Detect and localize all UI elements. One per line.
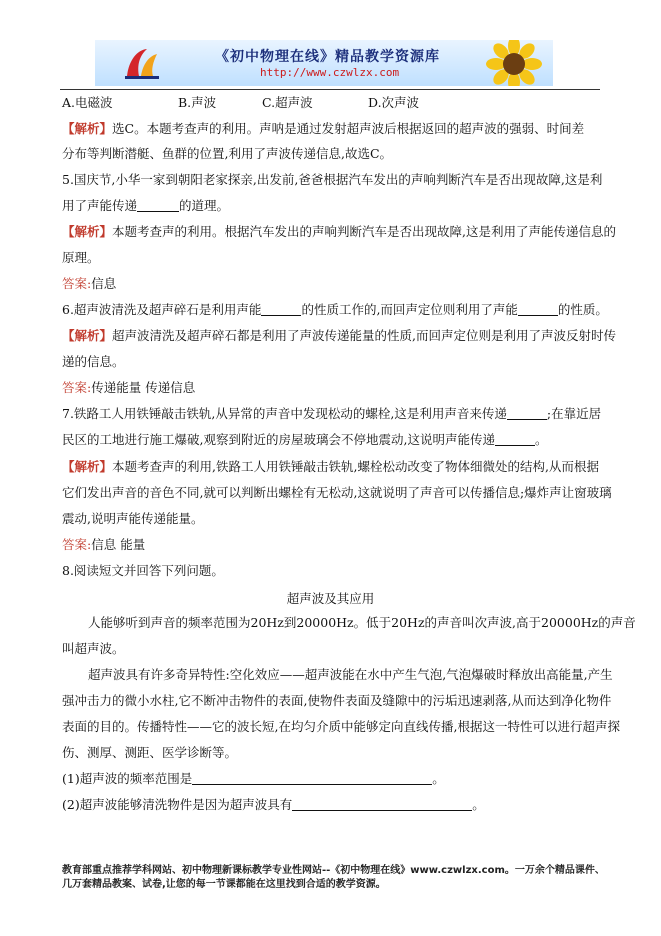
- q5-analysis-line2: 原理。: [62, 250, 100, 265]
- answer-label: 答案:: [62, 276, 92, 291]
- q4-analysis-line1: 【解析】选C。本题考查声的利用。声呐是通过发射超声波后根据返回的超声波的强弱、时间差: [62, 121, 585, 136]
- passage-p2-line1: 超声波具有许多奇异特性:空化效应——超声波能在水中产生气泡,气泡爆破时释放出高能量,产生: [88, 667, 613, 682]
- analysis-tag: 【解析】: [62, 328, 113, 343]
- passage-p2-line2: 强冲击力的微小水柱,它不断冲击物件的表面,使物件表面及缝隙中的污垢迅速剥落,从而达到净化物件: [62, 693, 612, 708]
- option-c: C.超声波: [262, 95, 313, 110]
- q6-answer: 答案:传递能量 传递信息: [62, 380, 196, 395]
- passage-title: 超声波及其应用: [286, 591, 375, 606]
- passage-p1-line1: 人能够听到声音的频率范围为20Hz到20000Hz。低于20Hz的声音叫次声波,高于20000Hz的声音: [88, 615, 636, 630]
- passage-p1-line2: 叫超声波。: [62, 641, 125, 656]
- analysis-tag: 【解析】: [62, 121, 113, 136]
- analysis-tag: 【解析】: [62, 459, 113, 474]
- site-logo-icon: [123, 46, 161, 80]
- banner-title: 《初中物理在线》精品教学资源库: [215, 49, 440, 65]
- option-a: A.电磁波: [62, 95, 113, 110]
- q5-answer-blank: [137, 199, 179, 212]
- answer-label: 答案:: [62, 380, 92, 395]
- q8-sub1: (1)超声波的频率范围是 。: [62, 771, 445, 786]
- passage-p2-line3: 表面的目的。传播特性——它的波长短,在均匀介质中能够定向直线传播,根据这一特性可以进行超声探: [62, 719, 620, 734]
- footer-line2: 几万套精品教案、试卷,让您的每一节课都能在这里找到合适的教学资源。: [62, 879, 386, 890]
- q6-analysis-line2: 递的信息。: [62, 354, 125, 369]
- q7-line1: 7.铁路工人用铁锤敲击铁轨,从异常的声音中发现松动的螺栓,这是利用声音来传递 ;在靠近居: [62, 406, 602, 421]
- q7-blank-1: [507, 407, 547, 420]
- q5-answer: 答案:信息: [62, 276, 117, 291]
- option-d: D.次声波: [368, 95, 420, 110]
- q7-answer: 答案:信息 能量: [62, 537, 146, 552]
- q8-intro: 8.阅读短文并回答下列问题。: [62, 563, 224, 578]
- option-b: B.声波: [178, 95, 217, 110]
- q7-analysis-line1: 【解析】本题考查声的利用,铁路工人用铁锤敲击铁轨,螺栓松动改变了物体细微处的结构,从而根据: [62, 459, 599, 474]
- q7-analysis-line3: 震动,说明声能传递能量。: [62, 511, 204, 526]
- answer-label: 答案:: [62, 537, 92, 552]
- sunflower-icon: [479, 40, 549, 86]
- q8-sub1-blank: [192, 772, 432, 785]
- analysis-tag: 【解析】: [62, 224, 113, 239]
- q5-line1: 5.国庆节,小华一家到朝阳老家探亲,出发前,爸爸根据汽车发出的声响判断汽车是否出现故障,这是利: [62, 172, 603, 187]
- passage-p2-line4: 伤、测厚、测距、医学诊断等。: [62, 745, 238, 760]
- header-divider: [60, 89, 600, 90]
- header-banner: [95, 40, 553, 86]
- q6-line1: 6.超声波清洗及超声碎石是利用声能 的性质工作的,而回声定位则利用了声能 的性质。: [62, 302, 608, 317]
- q5-line2: 用了声能传递 的道理。: [62, 198, 230, 213]
- q8-sub2: (2)超声波能够清洗物件是因为超声波具有 。: [62, 797, 485, 812]
- q5-analysis-line1: 【解析】本题考查声的利用。根据汽车发出的声响判断汽车是否出现故障,这是利用了声能传递信息的: [62, 224, 616, 239]
- q6-blank-1: [261, 303, 301, 316]
- q7-analysis-line2: 它们发出声音的音色不同,就可以判断出螺栓有无松动,这就说明了声音可以传播信息;爆炸声让窗玻璃: [62, 485, 612, 500]
- q6-blank-2: [518, 303, 558, 316]
- q7-line2: 民区的工地进行施工爆破,观察到附近的房屋玻璃会不停地震动,这说明声能传递 。: [62, 432, 548, 447]
- q7-blank-2: [495, 433, 535, 446]
- options-row: [62, 95, 419, 111]
- page-footer: [62, 864, 622, 892]
- q6-analysis-line1: 【解析】超声波清洗及超声碎石都是利用了声波传递能量的性质,而回声定位则是利用了声波反射时传: [62, 328, 616, 343]
- banner-url: http://www.czwlzx.com: [260, 66, 400, 79]
- footer-line1: 教育部重点推荐学科网站、初中物理新课标教学专业性网站--《初中物理在线》www.czwlzx.com。一万余个精品课件、: [62, 865, 605, 876]
- q8-sub2-blank: [292, 798, 472, 811]
- q4-analysis-line2: 分布等判断潜艇、鱼群的位置,利用了声波传递信息,故选C。: [62, 146, 393, 161]
